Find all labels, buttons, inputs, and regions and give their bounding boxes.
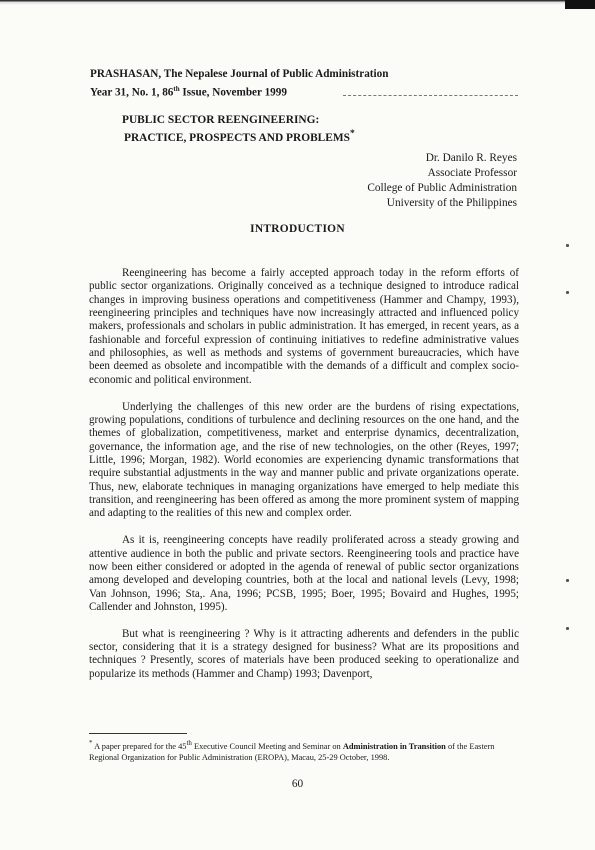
author-name: Dr. Danilo R. Reyes [425, 152, 517, 164]
scan-corner-mark [565, 0, 595, 9]
paragraph: As it is, reengineering concepts have readily proliferated across a steady growing and attentive audience in both the public and private sectors. Reengineering tools and practice have now been either considered or adopted in the agenda of renewal of public sector organizations among developed and developing countries, both at the local and national levels (Levy, 1998; Van Johnson, 1996; Sta,. Ana, 1996; PCSB, 1995; Boer, 1995; Bovaird and Hughes, 1995; Callender and Johnston, 1995). [89, 534, 519, 613]
scan-speck [566, 579, 569, 582]
footnote-marker: * [349, 129, 355, 139]
author-position: Associate Professor [427, 167, 517, 179]
scan-top-edge [0, 0, 595, 7]
author-university: University of the Philippines [386, 197, 517, 209]
journal-issue: Year 31, No. 1, 86th Issue, November 1999 [90, 85, 287, 99]
section-heading: INTRODUCTION [250, 223, 345, 235]
author-block [367, 151, 517, 211]
scan-speck [566, 291, 569, 294]
footnote-rule [89, 733, 187, 734]
paragraph: But what is reengineering ? Why is it attracting adherents and defenders in the public sector, considering that it is a strategy designed for business? What are its propositions and techniques ? Presently, scores of materials have been produced seeking to operationalize and popularize its methods (Hammer and Champ) 1993; Davenport, [89, 627, 519, 680]
author-college: College of Public Administration [367, 182, 517, 194]
footnote: * A paper prepared for the 45th Executive Council Meeting and Seminar on Administration in Transition of the Eastern Regional Organization for Public Administration (EROPA), Macau, 25-29 October, 1998. [89, 739, 495, 762]
article-title [122, 113, 355, 145]
paragraph: Reengineering has become a fairly accepted approach today in the reform efforts of public sector organizations. Originally conceived as a technique designed to introduce radical changes in improving business operations and competitiveness (Hammer and Champy, 1993), reengineering principles and techniques have now increasingly attracted and influenced policy makers, professionals and scholars in public administration. It has emerged, in recent years, as a fashionable and forceful expression of continuing initiatives to redefine administrative values and philosophies, as well as methods and systems of government bureaucracies, which have been deemed as obsolete and incompatible with the demands of a difficult and complex socio-economic and political environment. [89, 267, 519, 386]
paragraph: Underlying the challenges of this new order are the burdens of rising expectations, growing populations, conditions of turbulence and declining resources on the one hand, and the themes of globalization, competitiveness, market and enterprise dynamics, decentralization, governance, the information age, and the rise of new technologies, on the other (Reyes, 1997; Little, 1996; Morgan, 1982). World economies are experiencing dynamic transformations that require substantial adjustments in the way and manner public and private organizations operate. Thus, new, elaborate techniques in managing organizations have emerged to help mediate this transition, and reengineering has been offered as among the more prominent system of mapping and adapting to the realities of this new and complex order. [89, 400, 519, 520]
title-line-2: PRACTICE, PROSPECTS AND PROBLEMS* [124, 129, 355, 144]
scan-speck [566, 627, 569, 630]
page-number: 60 [291, 778, 304, 790]
title-line-1: PUBLIC SECTOR REENGINEERING: [122, 114, 320, 126]
journal-name: PRASHASAN, The Nepalese Journal of Public Administration [90, 68, 389, 80]
header-rule [343, 95, 518, 96]
scan-speck [566, 244, 569, 247]
body-text [89, 267, 519, 695]
